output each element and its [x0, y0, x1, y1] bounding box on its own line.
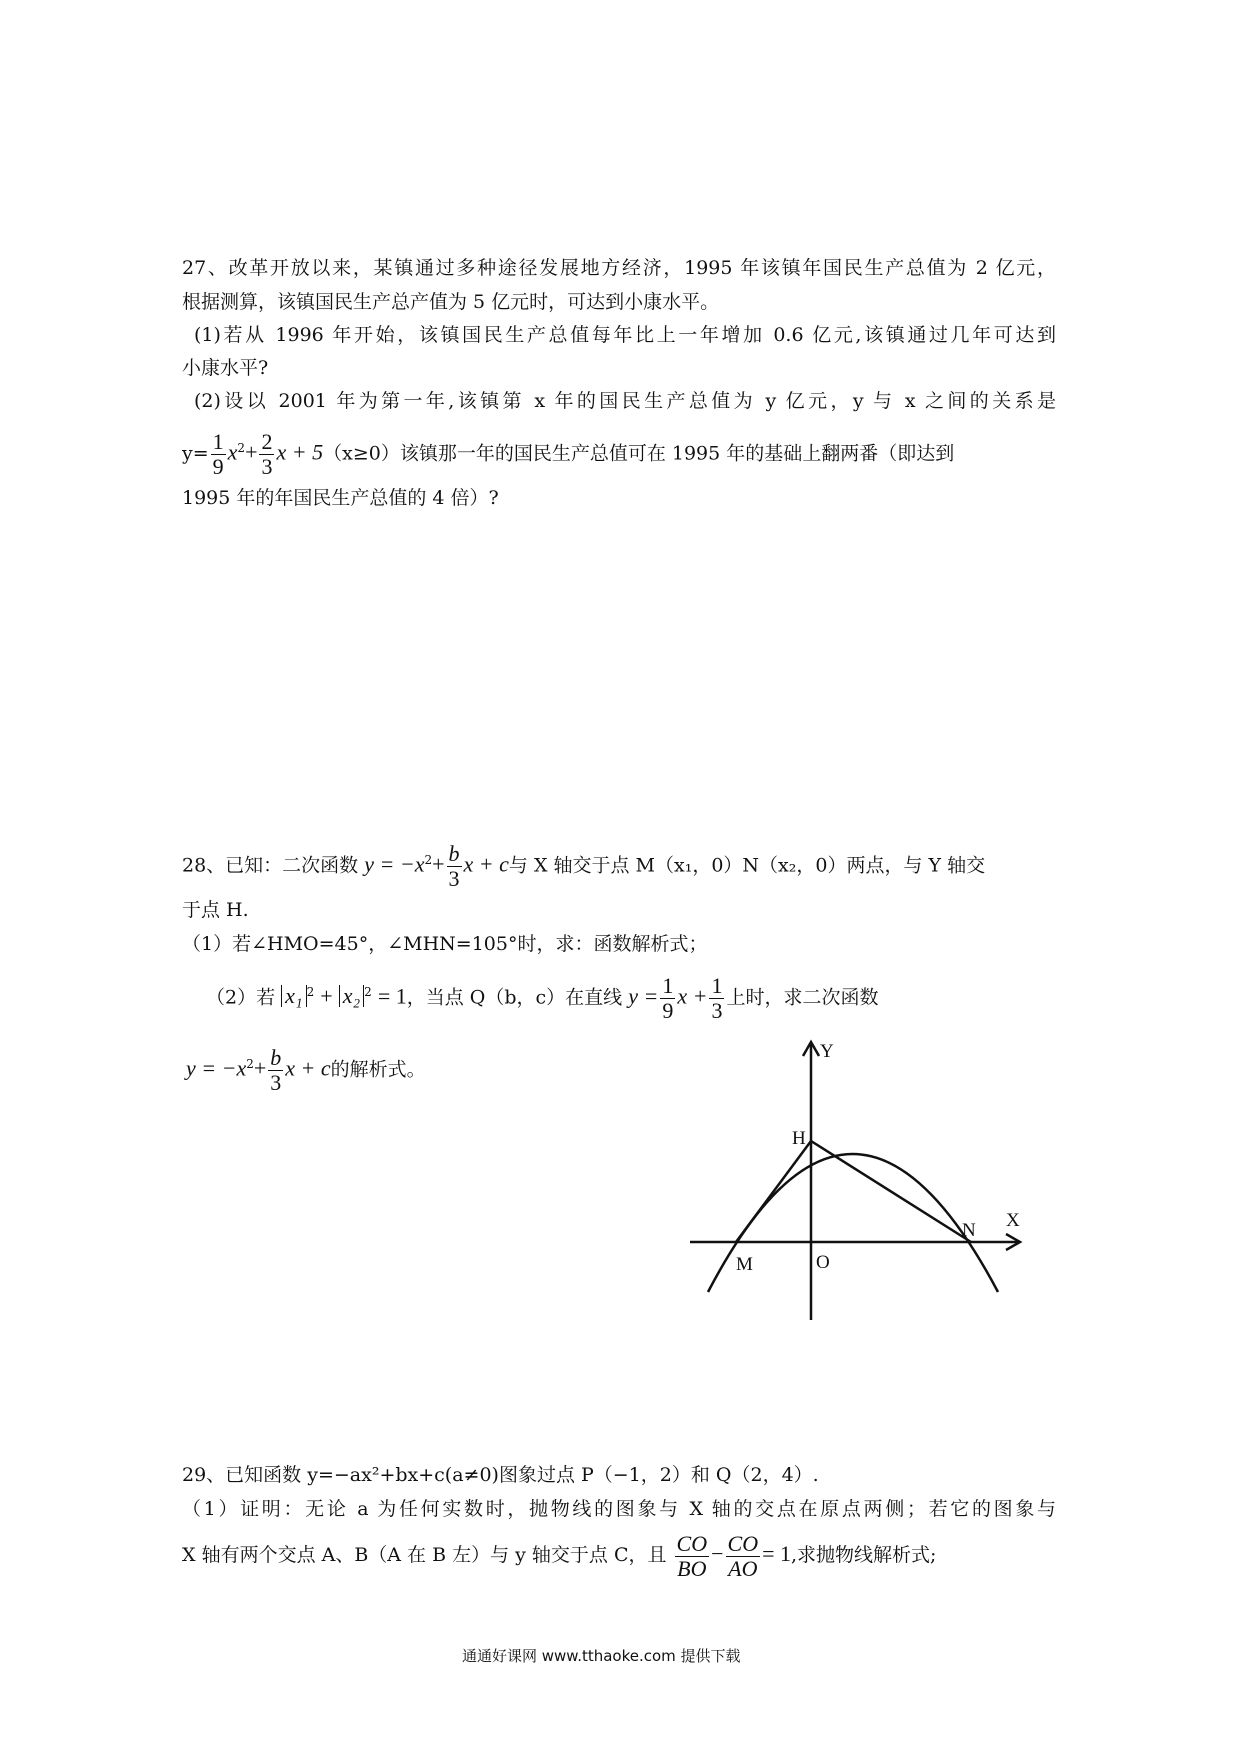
p28-lf2	[709, 974, 724, 1023]
p29-line2: （1）证明：无论 a 为任何实数时，抛物线的图象与 X 轴的交点在原点两侧；若它的图象与	[182, 1498, 1056, 1520]
p28-abs1: x₁	[281, 985, 306, 1007]
p27-q2-tail: （x≥0）该镇那一年的国民生产总值可在 1995 年的基础上翻两番（即达到	[323, 442, 955, 465]
p29-frac1	[675, 1532, 710, 1581]
p29-line3-a: X 轴有两个交点 A、B（A 在 B 左）与 y 轴交于点 C，且	[182, 1544, 667, 1566]
p27-line2: 根据测算，该镇国民生产总产值为 5 亿元时，可达到小康水平。	[182, 291, 720, 313]
p28-sq: 2	[424, 853, 433, 867]
p27-frac2-den: 3	[261, 453, 273, 479]
p27-x-plus-5: x + 5	[276, 439, 324, 465]
p28-sq1: 2	[306, 985, 315, 999]
footer-text: 通通好课网 www.tthaoke.com 提供下载	[462, 1647, 741, 1665]
label-m: M	[736, 1254, 753, 1275]
p27-plus: +	[245, 439, 258, 465]
p28-q2-plus: +	[320, 983, 333, 1009]
p27-x: x	[227, 439, 238, 465]
segment-hm	[736, 1141, 811, 1242]
p28-q2-expr-line	[186, 1032, 426, 1101]
p28-q2-expr-sq: 2	[246, 1057, 254, 1071]
p29-frac1-num: CO	[676, 1530, 708, 1556]
p27-q2-formula-line	[182, 418, 954, 483]
p28-q2-mid: ，当点 Q（b，c）在直线	[406, 986, 623, 1009]
p27-frac1-den: 9	[212, 453, 224, 479]
p28-intro-tail: 与 X 轴交于点 M（x₁，0）N（x₂，0）两点，与 Y 轴交	[508, 854, 986, 877]
p28-q2-expr-a: y = −x	[186, 1055, 247, 1081]
p27-q2-line3: 1995 年的年国民生产总值的 4 倍）?	[182, 487, 499, 509]
p28-sq2: 2	[364, 985, 372, 999]
p28-expr-a: y = −x	[364, 851, 425, 877]
p28-q2-expr-b: x + c	[285, 1055, 331, 1081]
p28-abs2: x₂	[339, 985, 364, 1007]
p28-plus: +	[432, 851, 445, 877]
segment-hn	[811, 1141, 971, 1242]
p28-intro-a: 28、已知：二次函数	[182, 854, 359, 877]
p27-frac1	[211, 430, 226, 479]
p27-line1: 27、改革开放以来，某镇通过多种途径发展地方经济，1995 年该镇年国民生产总值为 2 亿元，	[182, 257, 1056, 279]
p28-lf2-den: 3	[711, 997, 723, 1023]
p29-frac2-num: CO	[727, 1530, 759, 1556]
p28-frac-b-num: b	[448, 840, 460, 866]
p28-expr-b: x + c	[463, 851, 509, 877]
p27-sq: 2	[237, 441, 246, 455]
p27-frac2-num: 2	[261, 428, 273, 454]
p28-frac-b-den: 3	[448, 865, 460, 891]
p29-frac1-den: BO	[677, 1555, 707, 1581]
p27-q1-line1: (1)若从 1996 年开始，该镇国民生产总值每年比上一年增加 0.6 亿元,该镇通过几年可达到	[194, 324, 1056, 346]
label-y: Y	[820, 1041, 834, 1062]
p29-minus: −	[711, 1541, 724, 1566]
p28-q2-tail: 上时，求二次函数	[726, 986, 879, 1009]
p27-q1-line2: 小康水平?	[182, 357, 269, 379]
p28-lf1	[660, 974, 675, 1023]
p28-q2-end: 的解析式。	[330, 1058, 426, 1081]
p28-q2-line	[206, 962, 878, 1027]
p27-y-eq: y=	[182, 442, 209, 465]
p28-line-x: x +	[677, 983, 708, 1009]
p28-q1: （1）若∠HMO=45°，∠MHN=105°时，求：函数解析式；	[182, 933, 708, 955]
parabola-figure	[680, 1030, 1040, 1330]
p29-line1: 29、已知函数 y=−ax²+bx+c(a≠0)图象过点 P（−1，2）和 Q（2，4）.	[182, 1464, 819, 1486]
p29-frac2	[726, 1532, 761, 1581]
p28-q2-expr-plus: +	[253, 1055, 267, 1081]
p29-eq1: = 1	[762, 1541, 791, 1566]
label-x: X	[1006, 1210, 1020, 1231]
p28-q2-eq: = 1	[377, 983, 407, 1009]
p28-q2-frac-b	[268, 1046, 283, 1095]
p29-line3-tail: ,求抛物线解析式;	[791, 1544, 937, 1566]
p28-frac-b	[447, 842, 462, 891]
p27-q2-line1: (2)设以 2001 年为第一年,该镇第 x 年的国民生产总值为 y 亿元，y 与 x 之间的关系是	[194, 390, 1056, 412]
label-h: H	[792, 1128, 806, 1149]
p29-line3	[182, 1522, 936, 1587]
p28-intro-line	[182, 828, 985, 897]
p28-lf1-num: 1	[662, 972, 674, 998]
p29-frac2-den: AO	[728, 1555, 758, 1581]
p27-frac1-num: 1	[212, 428, 224, 454]
p28-lf1-den: 9	[662, 997, 674, 1023]
p28-q2-frac-b-num: b	[270, 1044, 282, 1070]
p28-q2-a: （2）若	[206, 986, 276, 1009]
p28-line2: 于点 H.	[182, 899, 249, 921]
p28-lf2-num: 1	[711, 972, 723, 998]
label-n: N	[962, 1220, 976, 1241]
p27-frac2	[259, 430, 274, 479]
label-o: O	[816, 1252, 830, 1273]
p28-q2-frac-b-den: 3	[270, 1069, 282, 1095]
p28-line-y: y =	[628, 983, 659, 1009]
